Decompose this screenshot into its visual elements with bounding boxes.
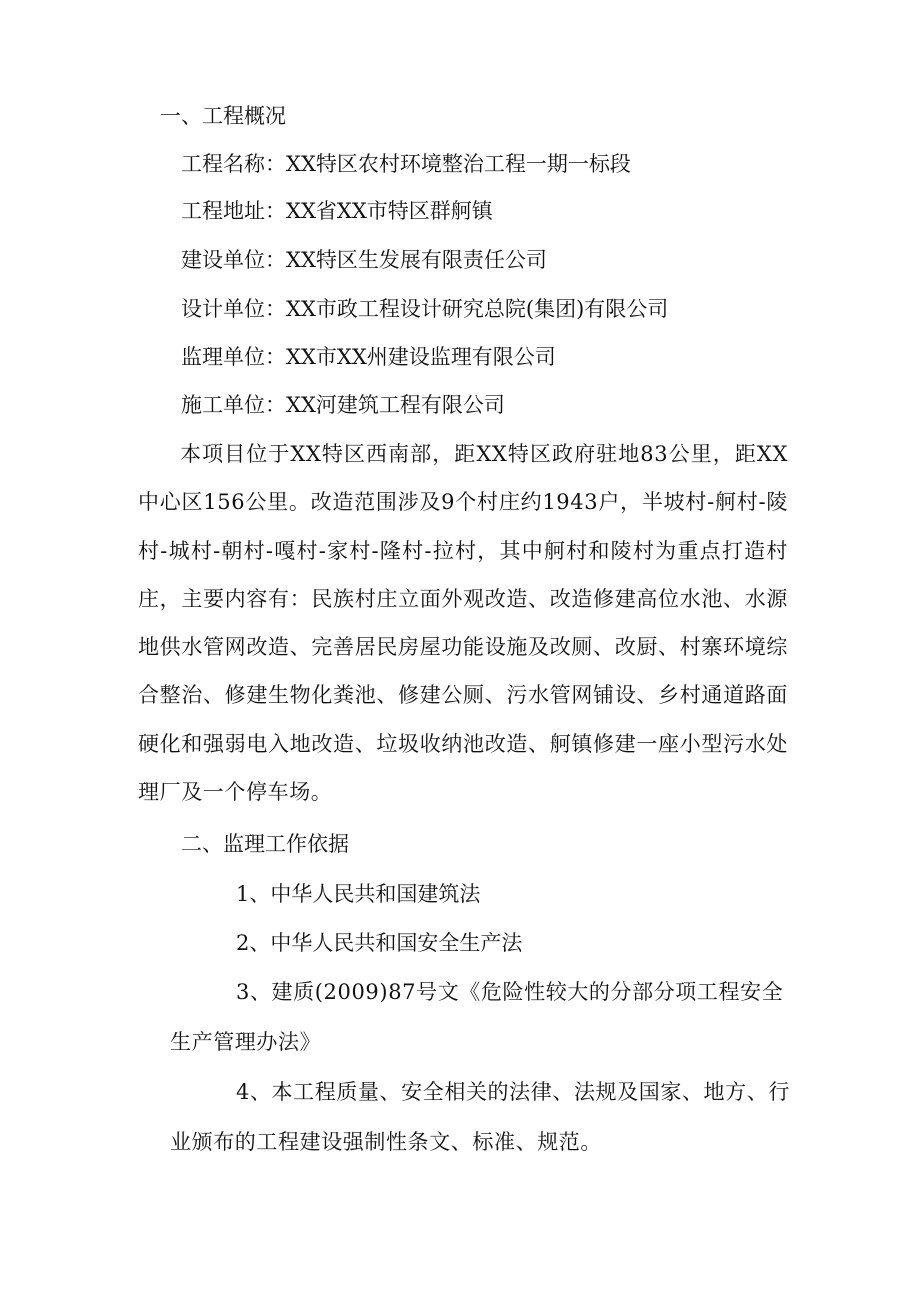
construction-unit: 建设单位：XX特区生发展有限责任公司 [181,248,547,272]
project-description: 本项目位于XX特区西南部，距XX特区政府驻地83公里，距XX中心区156公里。改造范围涉及9个村庄约1943户，半坡村-舸村-陵村-城村-朝村-嘎村-家村-隆村-拉村，其中舸村和陵村为重点打造村庄，主要内容有：民族村庄立面外观改造、改造修建高位水池、水源地供水管网改造、完善居民房屋功能设施及改厕、改厨、村寨环境综合整治、修建生物化粪池、修建公厕、污水管网铺设、乡村通道路面硬化和强弱电入地改造、垃圾收纳池改造、舸镇修建一座小型污水处理厂及一个停车场。 [138,442,788,805]
basis-item-2: 2、中华人民共和国安全生产法 [236,931,523,955]
section-heading-basis: 二、监理工作依据 [181,832,349,856]
project-address: 工程地址：XX省XX市特区群舸镇 [181,199,493,223]
basis-item-4: 4、本工程质量、安全相关的法律、法规及国家、地方、行业颁布的工程建设强制性条文、标准、规范。 [170,1080,790,1154]
basis-item-1: 1、中华人民共和国建筑法 [236,882,481,906]
design-unit: 设计单位：XX市政工程设计研究总院(集团)有限公司 [181,297,669,321]
basis-item-3: 3、建质(2009)87号文《危险性较大的分部分项工程安全生产管理办法》 [170,980,784,1054]
contractor-unit: 施工单位：XX河建筑工程有限公司 [181,393,505,417]
project-name: 工程名称：XX特区农村环境整治工程一期一标段 [181,152,631,176]
supervision-unit: 监理单位：XX市XX州建设监理有限公司 [181,345,556,369]
section-heading-overview: 一、工程概况 [160,104,286,128]
